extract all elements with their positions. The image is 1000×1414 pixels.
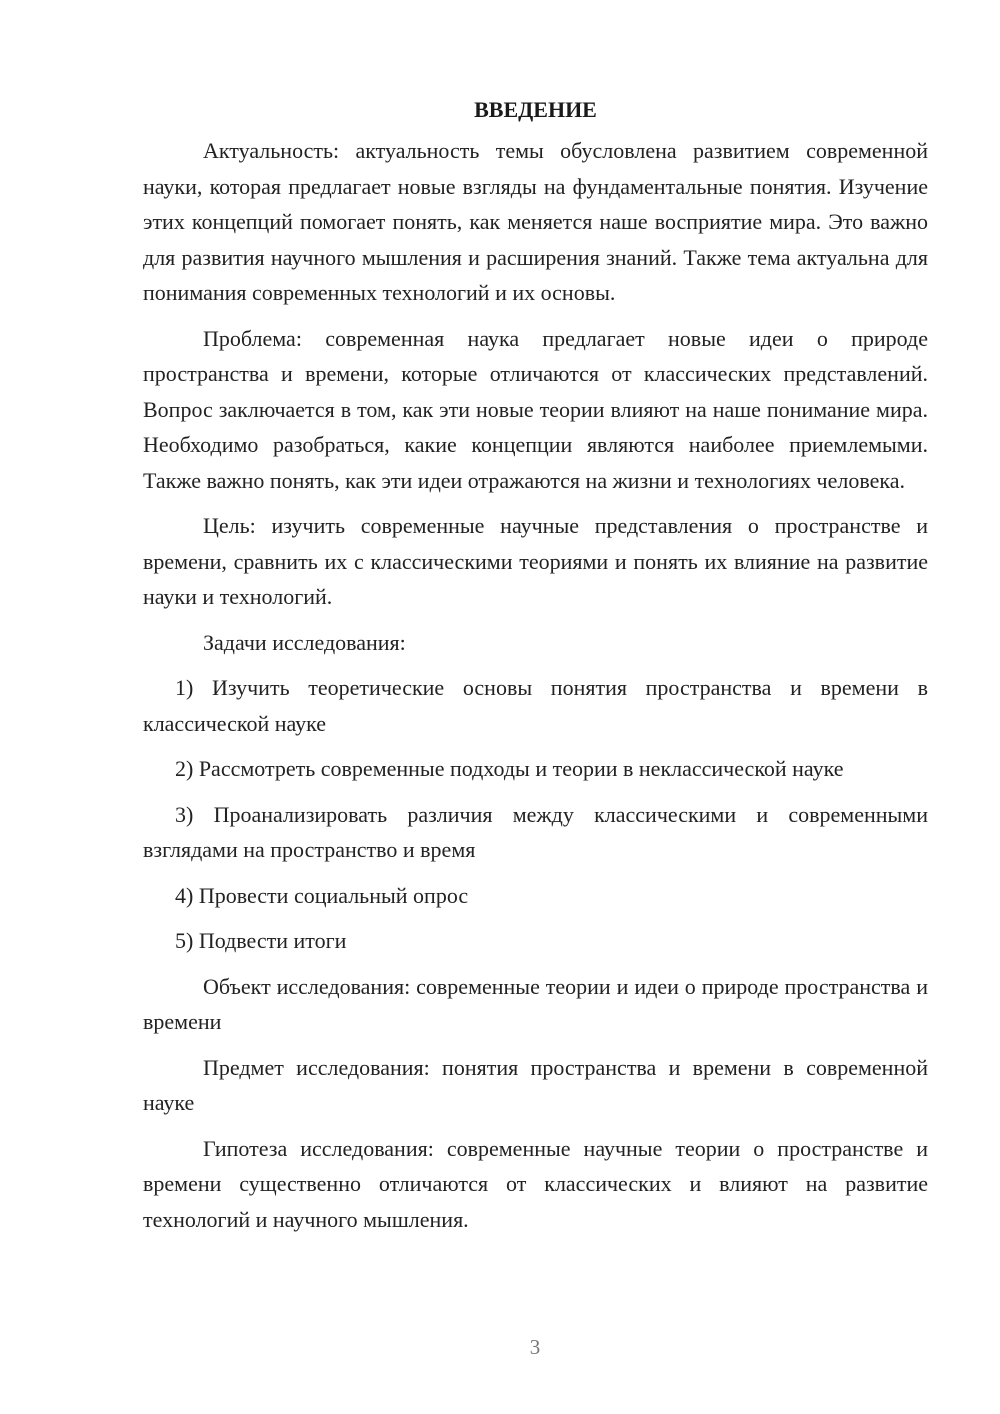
task-item: 5) Подвести итоги (175, 928, 347, 953)
tasks-heading: Задачи исследования: (203, 629, 406, 655)
page-title: ВВЕДЕНИЕ (474, 97, 597, 122)
task-item: 4) Провести социальный опрос (175, 882, 469, 908)
relevance-paragraph: Актуальность: актуальность темы обусловлена развитием современной науки, которая предлагает новые взгляды на фундаментальные понятия. Изучение этих концепций помогает понять, как меняется наше восприятие мира. Это важно для развития научного мышления и расширения знаний. Также тема актуальна для понимания современных технологий и их основы. (143, 138, 928, 305)
object-paragraph: Объект исследования: современные теории и идеи о природе пространства и времени (143, 973, 928, 1034)
task-item: 1) Изучить теоретические основы понятия пространства и времени в классической науке (143, 675, 928, 736)
task-item: 3) Проанализировать различия между классическими и современными взглядами на пространство и время (143, 801, 928, 862)
document-page (143, 95, 928, 1247)
hypothesis-paragraph: Гипотеза исследования: современные научные теории о пространстве и времени существенно отличаются от классических и влияют на развитие технологий и научного мышления. (143, 1135, 928, 1232)
goal-paragraph: Цель: изучить современные научные представления о пространстве и времени, сравнить их с классическими теориями и понять их влияние на развитие науки и технологий. (143, 513, 928, 609)
task-item: 2) Рассмотреть современные подходы и теории в неклассической науке (175, 756, 844, 781)
problem-paragraph: Проблема: современная наука предлагает новые идеи о природе пространства и времени, которые отличаются от классических представлений. Вопрос заключается в том, как эти новые теории влияют на наше понимание мира. Необходимо разобраться, какие концепции являются наиболее приемлемыми. Также важно понять, как эти идеи отражаются на жизни и технологиях человека. (143, 325, 928, 493)
subject-paragraph: Предмет исследования: понятия пространства и времени в современной науке (143, 1054, 928, 1115)
page-number: 3 (529, 1335, 541, 1359)
